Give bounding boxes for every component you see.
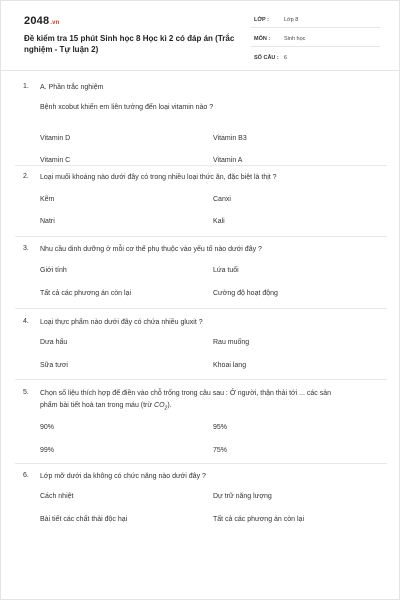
answer-option[interactable]: Natri [40,218,55,225]
answer-option[interactable]: Cường độ hoạt động [213,290,278,297]
answer-option[interactable]: Khoai lang [213,362,247,369]
meta-value: Sinh học [284,36,306,42]
answer-option[interactable]: Vitamin B3 [213,135,247,142]
logo-main: 2048 [24,15,50,27]
answer-option[interactable]: Vitamin A [213,157,243,164]
answer-option[interactable]: Cách nhiệt [40,493,74,500]
divider [15,463,387,464]
page-title: Đề kiểm tra 15 phút Sinh học 8 Học kì 2 có đáp án (Trắc nghiệm - Tự luận 2) [24,34,235,54]
answer-option[interactable]: Dự trữ năng lượng [213,493,272,500]
meta-label: MÔN : [254,36,271,42]
answer-option[interactable]: Vitamin D [40,135,71,142]
site-logo[interactable] [24,15,60,27]
question-text: Lớp mỡ dưới da không có chức năng nào dưới đây ? [40,473,206,480]
question-number: 5. [23,389,29,396]
answer-option[interactable]: Tất cả các phương án còn lại [40,290,131,297]
question-number: 4. [23,318,29,325]
section-heading: A. Phần trắc nghiệm [40,84,104,91]
answer-option[interactable]: 75% [213,447,228,454]
meta-label: SỐ CÂU : [254,55,279,61]
question-text-line-1: Chọn số liệu thích hợp để điền vào chỗ trống trong câu sau : Ở người, thận thải tới ... các sản [40,390,332,397]
divider [15,236,387,237]
meta-label: LỚP : [254,17,269,23]
answer-option[interactable]: Rau muống [213,339,250,346]
answer-option[interactable]: Vitamin C [40,157,71,164]
divider [15,379,387,380]
meta-row-class [250,14,380,28]
answer-option[interactable]: Bài tiết các chất thải độc hại [40,516,128,523]
meta-row-subject [250,33,380,47]
question-text: Nhu cầu dinh dưỡng ở mỗi cơ thể phụ thuộc vào yếu tố nào dưới đây ? [40,246,262,253]
answer-option[interactable]: Dưa hấu [40,339,68,346]
answer-option[interactable]: Tất cả các phương án còn lại [213,516,304,523]
divider [15,165,387,166]
question-text-part: ). [167,402,172,409]
answer-option[interactable]: Sữa tươi [40,362,68,369]
question-text: Loại muối khoáng nào dưới đây có trong nhiều loại thức ăn, đặc biệt là thịt ? [40,174,277,181]
question-text: Loại thực phẩm nào dưới đây có chứa nhiều gluxit ? [40,319,203,326]
question-text: Bệnh xcobut khiến em liên tưởng đến loại vitamin nào ? [40,104,214,111]
question-text-line-2 [40,400,370,414]
meta-value: Lớp 8 [284,17,299,23]
question-number: 1. [23,83,29,90]
divider [15,308,387,309]
question-number: 2. [23,173,29,180]
page-header [1,1,399,71]
formula-base: CO [154,402,165,409]
question-text-part: phẩm bài tiết hoà tan trong máu (trừ [40,402,155,409]
answer-option[interactable]: Kẽm [40,196,55,203]
answer-option[interactable]: Kali [213,218,225,225]
question-number: 6. [23,472,29,479]
answer-option[interactable]: Lứa tuổi [213,267,239,274]
question-number: 3. [23,245,29,252]
logo-suffix: .vn [50,20,60,26]
answer-option[interactable]: 95% [213,424,228,431]
answer-option[interactable]: 99% [40,447,55,454]
answer-option[interactable]: 90% [40,424,55,431]
exam-meta [250,14,380,71]
answer-option[interactable]: Canxi [213,196,231,203]
meta-value: 6 [284,55,288,61]
meta-row-count [250,52,380,66]
formula-co2 [154,402,168,412]
answer-option[interactable]: Giới tính [40,267,67,274]
formula-subscript: 2 [164,405,168,412]
